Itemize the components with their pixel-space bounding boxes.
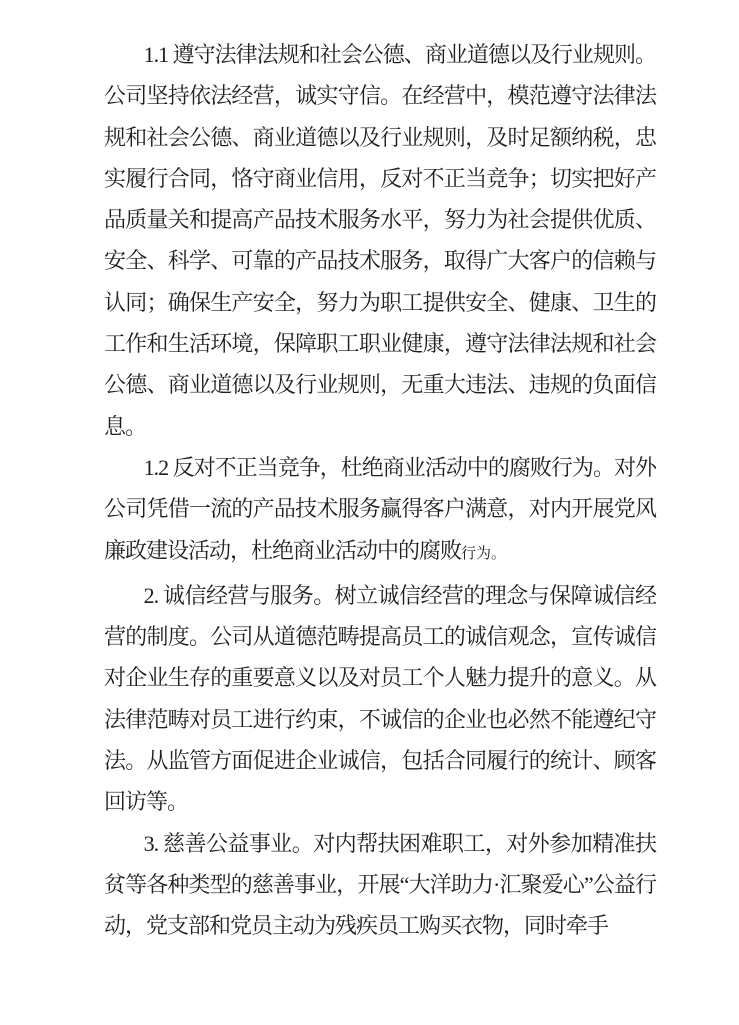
paragraph: [104, 575, 656, 823]
paragraph-text: 1.2 反对不正当竞争，杜绝商业活动中的腐败行为。对外公司凭借一流的产品技术服务赢得客户满意，对内开展党风廉政建设活动，杜绝商业活动中的腐败: [104, 454, 656, 563]
paragraph-text: 3. 慈善公益事业。对内帮扶困难职工，对外参加精准扶贫等各种类型的慈善事业，开展“大洋助力·汇聚爱心”公益行动，党支部和党员主动为残疾员工购买衣物，同时牵手: [104, 830, 656, 939]
paragraph-text: 2. 诚信经营与服务。树立诚信经营的理念与保障诚信经营的制度。公司从道德范畴提高员工的诚信观念，宣传诚信对企业生存的重要意义以及对员工个人魅力提升的意义。从法律范畴对员工进行约束，不诚信的企业也必然不能遵纪守法。从监管方面促进企业诚信，包括合同履行的统计、顾客回访等。: [104, 582, 656, 815]
paragraph: [104, 823, 656, 947]
paragraph-text-small: 行为。: [461, 545, 507, 562]
document-body: [104, 34, 656, 947]
paragraph: [104, 447, 656, 575]
paragraph: [104, 34, 656, 447]
paragraph-text: 1.1 遵守法律法规和社会公德、商业道德以及行业规则。公司坚持依法经营，诚实守信。在经营中，模范遵守法律法规和社会公德、商业道德以及行业规则，及时足额纳税，忠实履行合同，恪守商业信用，反对不正当竞争；切实把好产品质量关和提高产品技术服务水平，努力为社会提供优质、安全、科学、可靠的产品技术服务，取得广大客户的信赖与认同；确保生产安全，努力为职工提供安全、健康、卫生的工作和生活环境，保障职工职业健康，遵守法律法规和社会公德、商业道德以及行业规则，无重大违法、违规的负面信息。: [104, 42, 656, 439]
